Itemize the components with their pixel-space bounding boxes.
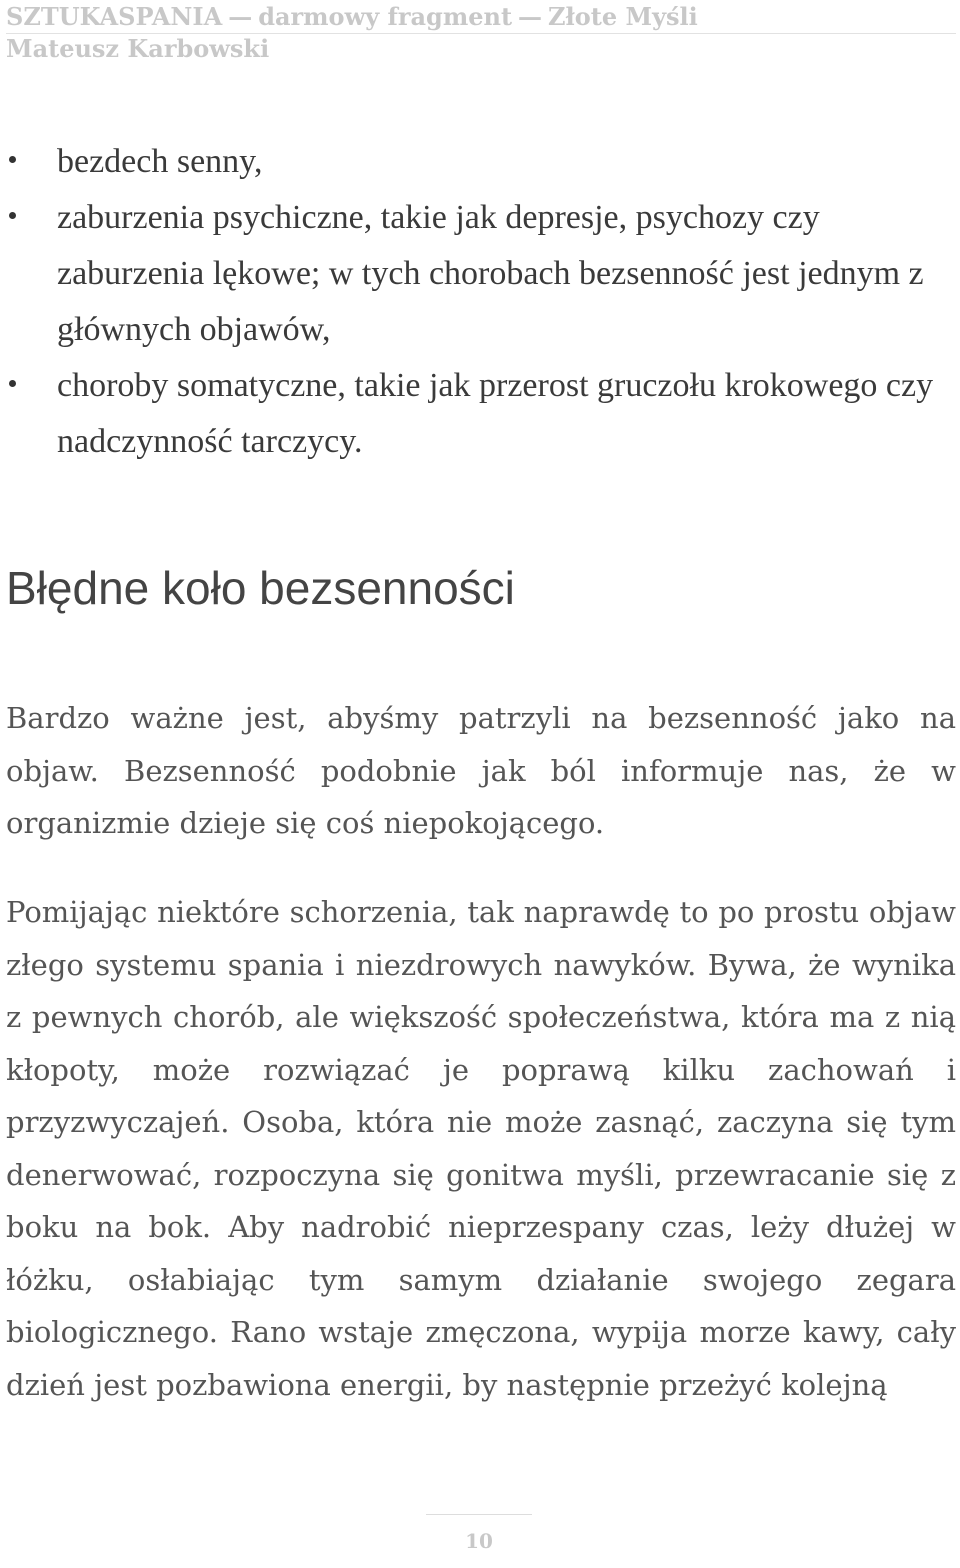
list-item [0,134,957,190]
page-footer [426,1514,532,1567]
header-brand: SZTUKASPANIA [6,2,223,31]
header-title-line [6,2,956,34]
list-item-text: choroby somatyczne, takie jak przerost gruczołu krokowego czy nadczynność tarczycy. [57,367,934,460]
list-item [0,358,957,470]
page-number: 10 [465,1529,493,1553]
header-publisher: Złote Myśli [548,2,698,31]
section-heading: Błędne koło bezsenności [6,562,515,614]
header-fragment: darmowy fragment [258,2,513,31]
header-separator: — [228,2,253,31]
list-item-text: bezdech senny, [57,143,263,180]
bullet-icon [9,212,16,219]
body-paragraph: Bardzo ważne jest, abyśmy patrzyli na bezsenność jako na objaw. Bezsenność podobnie jak ból informuje nas, że w organizmie dzieje się coś niepokojącego. [6,701,956,840]
bullet-list [0,134,960,470]
bullet-icon [9,156,16,163]
list-item-text: zaburzenia psychiczne, takie jak depresje, psychozy czy zaburzenia lękowe; w tych chorobach bezsenność jest jednym z głównych objawów, [57,199,924,348]
bullet-icon [9,380,16,387]
header-separator: — [518,2,543,31]
body-paragraph: Pomijając niektóre schorzenia, tak naprawdę to po prostu objaw złego systemu spania i niezdrowych nawyków. Bywa, że wynika z pewnych chorób, ale większość społeczeństwa, która ma z nią kłopoty, może rozwiązać je poprawą kilku zachowań i przyzwyczajeń. Osoba, która nie może zasnąć, zaczyna się tym denerwować, rozpoczyna się gonitwa myśli, przewracanie się z boku na bok. Aby nadrobić nieprzespany czas, leży dłużej w łóżku, osłabiając tym samym działanie swojego zegara biologicznego. Rano wstaje zmęczona, wypija morze kawy, cały dzień jest pozbawiona energii, by następnie przeżyć kolejną [6,895,956,1402]
list-item [0,190,957,358]
running-header [6,2,956,64]
header-author: Mateusz Karbowski [6,34,270,63]
